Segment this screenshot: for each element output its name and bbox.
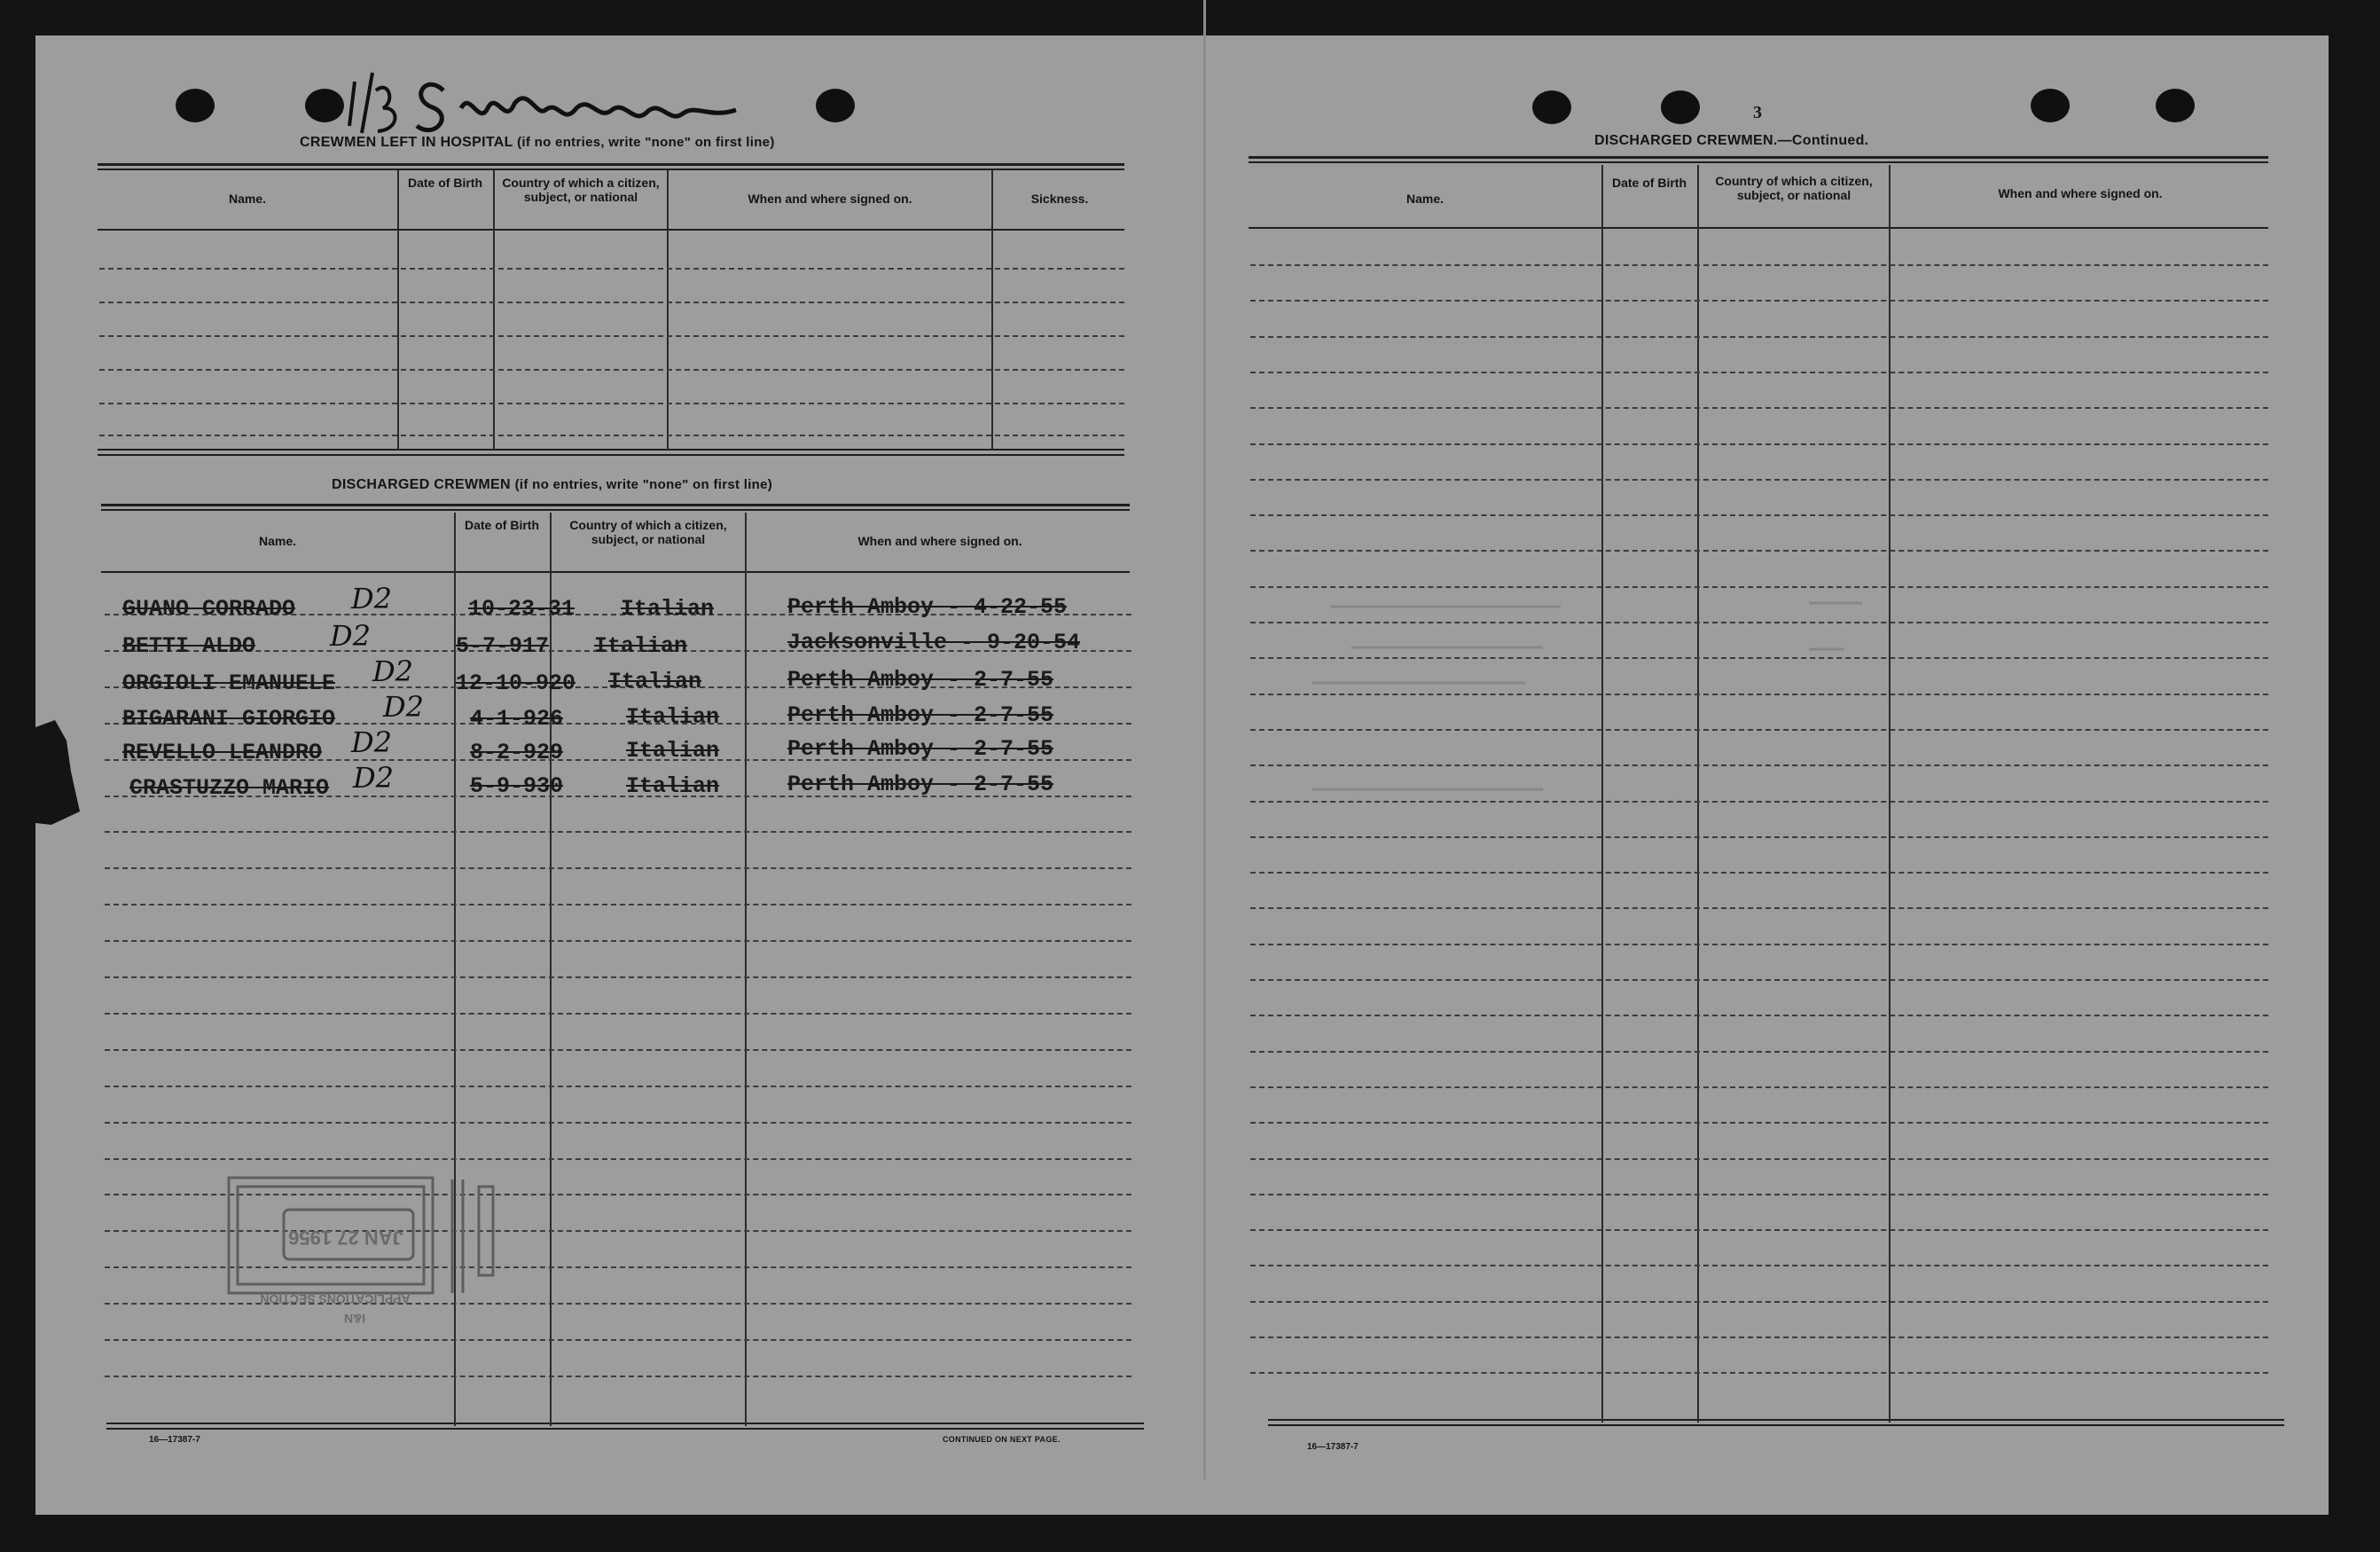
- entry-line: [105, 976, 1131, 978]
- entry-line: [105, 1013, 1131, 1015]
- punch-hole: [816, 89, 855, 122]
- handwritten-d2: D2: [351, 582, 393, 615]
- entry-line: [1250, 514, 2268, 516]
- crew-country: Italian: [621, 596, 715, 622]
- entry-line: [1250, 1336, 2268, 1338]
- hospital-col-signed: When and where signed on.: [748, 192, 912, 206]
- hospital-col-divider: [397, 170, 399, 451]
- continued-note: CONTINUED ON NEXT PAGE.: [943, 1435, 1061, 1444]
- handwritten-d2: D2: [383, 690, 425, 724]
- entry-line: [1250, 907, 2268, 909]
- crew-name: ORGIOLI EMANUELE: [122, 670, 336, 696]
- entry-line: [105, 831, 1131, 833]
- right-bottom-rule: [1268, 1419, 2284, 1421]
- crew-country: Italian: [594, 633, 688, 659]
- entry-line: [105, 1339, 1131, 1341]
- crew-signed-on: Perth Amboy - 2-7-55: [787, 736, 1054, 762]
- entry-line: [1250, 550, 2268, 552]
- entry-line: [1250, 372, 2268, 373]
- punch-hole: [1532, 90, 1571, 124]
- punch-hole: [2031, 89, 2070, 122]
- entry-line: [1250, 1194, 2268, 1195]
- crew-signed-on: Perth Amboy - 4-22-55: [787, 594, 1068, 620]
- crew-name: GUANO CORRADO: [122, 596, 296, 622]
- hospital-top-rule: [98, 163, 1124, 166]
- page-fold: [1203, 0, 1206, 1479]
- entry-line: [105, 1122, 1131, 1124]
- punch-hole: [2156, 89, 2195, 122]
- entry-line: [105, 1086, 1131, 1087]
- entry-line: [1250, 443, 2268, 445]
- discharged-top-rule: [101, 504, 1130, 506]
- crew-signed-on: Jacksonville - 9-20-54: [787, 630, 1081, 655]
- hospital-col-sickness: Sickness.: [1030, 192, 1089, 206]
- entry-line: [1250, 1158, 2268, 1160]
- crew-name: CRASTUZZO MARIO: [129, 775, 330, 801]
- hospital-col-divider: [493, 170, 495, 451]
- right-col-signed: When and where signed on.: [1998, 186, 2163, 200]
- entry-line: [99, 335, 1124, 337]
- handwritten-d2: D2: [372, 655, 414, 688]
- right-top-rule-2: [1249, 161, 2268, 163]
- handwritten-d2: D2: [330, 619, 372, 653]
- entry-line: [1250, 407, 2268, 409]
- discharged-section-title: DISCHARGED CREWMEN (if no entries, write "none" on first line): [332, 477, 773, 492]
- crew-name: BETTI ALDO: [122, 633, 256, 659]
- entry-line: [1250, 1229, 2268, 1231]
- crew-dob: 12-10-920: [456, 670, 576, 696]
- hospital-top-rule-2: [98, 169, 1124, 170]
- punch-hole: [1661, 90, 1700, 124]
- crew-signed-on: Perth Amboy - 2-7-55: [787, 772, 1054, 797]
- entry-line: [105, 1158, 1131, 1160]
- svg-text:APPLICATIONS SECTION: APPLICATIONS SECTION: [260, 1292, 411, 1306]
- right-bottom-rule-2: [1268, 1424, 2284, 1426]
- discharged-col-dob: Date of Birth: [465, 518, 539, 532]
- discharged-bottom-rule: [106, 1423, 1144, 1424]
- entry-line: [105, 1049, 1131, 1051]
- received-stamp: [222, 1169, 505, 1329]
- crew-country: Italian: [626, 704, 720, 730]
- crew-dob: 10-23-31: [468, 596, 575, 622]
- crew-country: Italian: [626, 738, 720, 764]
- entry-line: [105, 1376, 1131, 1377]
- discharged-col-name: Name.: [258, 534, 297, 548]
- entry-line: [1250, 264, 2268, 266]
- entry-line: [1250, 836, 2268, 838]
- entry-line: [105, 940, 1131, 942]
- entry-line: [1250, 1122, 2268, 1124]
- entry-line: [99, 369, 1124, 371]
- right-col-name: Name.: [1405, 192, 1444, 206]
- hospital-head-rule: [98, 229, 1124, 231]
- discharged-col-country: Country of which a citizen, subject, or national: [569, 518, 727, 546]
- page-number: 3: [1753, 103, 1762, 122]
- hospital-col-dob: Date of Birth: [408, 176, 482, 190]
- hospital-col-divider: [667, 170, 669, 451]
- entry-line: [1250, 1301, 2268, 1303]
- hospital-bottom-rule: [98, 449, 1124, 451]
- entry-line: [1250, 1372, 2268, 1374]
- crew-dob: 8-2-929: [470, 740, 564, 765]
- crew-dob: 5-9-930: [470, 773, 564, 799]
- entry-line: [99, 435, 1124, 436]
- entry-line: [1250, 944, 2268, 945]
- hospital-bottom-rule-2: [98, 454, 1124, 456]
- svg-text:JAN 27 1956: JAN 27 1956: [288, 1227, 403, 1249]
- form-number-right: 16—17387-7: [1307, 1442, 1358, 1452]
- entry-line: [1250, 872, 2268, 874]
- bleed-through: [1277, 585, 1898, 798]
- discharged-top-rule-2: [101, 509, 1130, 511]
- crew-name: BIGARANI GIORGIO: [122, 706, 336, 732]
- right-top-rule: [1249, 156, 2268, 159]
- discharged-col-signed: When and where signed on.: [857, 534, 1022, 548]
- entry-line: [1250, 1051, 2268, 1053]
- entry-line: [1250, 336, 2268, 338]
- entry-line: [99, 403, 1124, 404]
- entry-line: [1250, 979, 2268, 981]
- right-head-rule: [1249, 227, 2268, 229]
- discharged-head-rule: [101, 571, 1130, 573]
- discharged-bottom-rule-2: [106, 1428, 1144, 1430]
- hospital-section-title: CREWMEN LEFT IN HOSPITAL (if no entries, write "none" on first line): [300, 135, 775, 150]
- entry-line: [1250, 801, 2268, 803]
- crew-country: Italian: [608, 669, 702, 694]
- form-number: 16—17387-7: [149, 1435, 200, 1445]
- entry-line: [1250, 300, 2268, 302]
- entry-line: [99, 302, 1124, 303]
- handwritten-header: [337, 55, 798, 144]
- entry-line: [1250, 479, 2268, 481]
- entry-line: [1250, 1015, 2268, 1016]
- crew-dob: 4-1-926: [470, 706, 564, 732]
- entry-line: [105, 867, 1131, 869]
- hospital-col-name: Name.: [228, 192, 267, 206]
- right-section-title: DISCHARGED CREWMEN.—Continued.: [1594, 133, 1869, 148]
- right-col-dob: Date of Birth: [1612, 176, 1687, 190]
- hospital-col-divider: [991, 170, 993, 451]
- svg-text:I&N: I&N: [343, 1312, 366, 1326]
- crew-dob: 5-7-917: [456, 633, 550, 659]
- crew-signed-on: Perth Amboy - 2-7-55: [787, 667, 1054, 693]
- right-col-country: Country of which a citizen, subject, or national: [1715, 174, 1873, 202]
- crew-signed-on: Perth Amboy - 2-7-55: [787, 702, 1054, 728]
- entry-line: [1250, 1086, 2268, 1088]
- entry-line: [105, 904, 1131, 905]
- hospital-col-country: Country of which a citizen, subject, or national: [502, 176, 660, 204]
- entry-line: [1250, 1265, 2268, 1266]
- entry-line: [99, 268, 1124, 270]
- handwritten-d2: D2: [353, 761, 395, 795]
- handwritten-d2: D2: [351, 725, 393, 759]
- punch-hole: [176, 89, 215, 122]
- crew-name: REVELLO LEANDRO: [122, 740, 323, 765]
- crew-country: Italian: [626, 773, 720, 799]
